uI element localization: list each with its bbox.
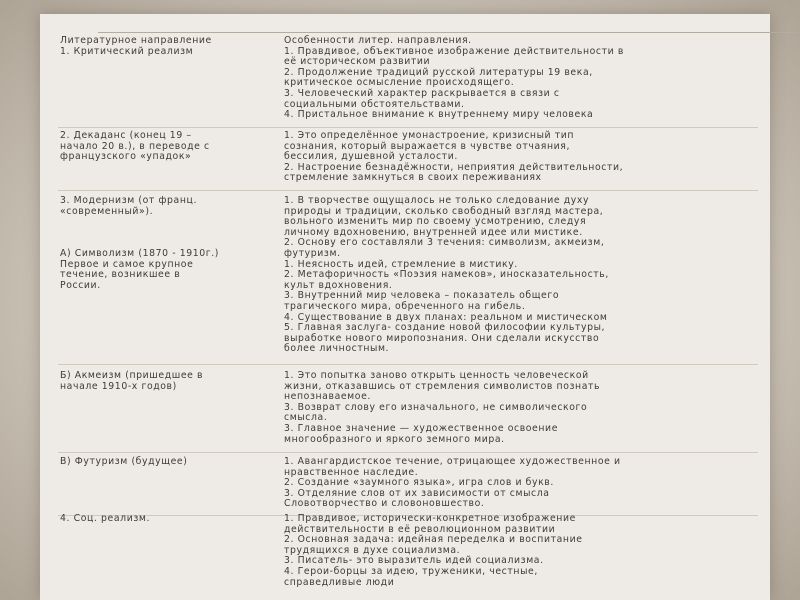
detail-line: социальными обстоятельствами. [284, 98, 465, 110]
genre-label [60, 217, 275, 228]
detail-line: 2. Продолжение традиций русской литературы 19 века, [284, 66, 593, 78]
detail-line: 4. Существование в двух планах: реальном и мистическом [284, 311, 608, 323]
row-detail-cell [284, 131, 744, 184]
detail-line: более личностным. [284, 343, 390, 355]
row-divider [58, 452, 758, 453]
detail-line: природы и традиции, сколько свободный взгляд мастера, [284, 205, 604, 217]
detail-line: 3. Главное значение — художественное освоение [284, 422, 559, 434]
detail-line: 1. Неясность идей, стремление в мистику. [284, 258, 518, 270]
genre-label: Первое и самое крупное [60, 258, 194, 270]
detail-line: 4. Герои-борцы за идею, труженики, честные, [284, 565, 538, 577]
row-detail-cell [284, 457, 744, 510]
detail-line: стремление замкнуться в своих переживаниях [284, 172, 542, 184]
detail-line: выработке нового миропознания. Они сделали искусство [284, 332, 600, 344]
genre-label: В) Футуризм (будущее) [60, 456, 188, 467]
detail-line: действительности в её революционном развитии [284, 523, 556, 535]
detail-line: критическое осмысление происходящего. [284, 77, 515, 89]
detail-line: 2. Настроение безнадёжности, неприятия действительности, [284, 161, 624, 173]
genre-label: начале 1910-х годов) [60, 380, 177, 392]
genre-label: А) Символизм (1870 - 1910г.) [60, 247, 220, 259]
genre-label: 3. Модернизм (от франц. [60, 195, 198, 206]
detail-line: её историческом развитии [284, 56, 431, 68]
detail-line: футуризм. [284, 247, 341, 259]
detail-line: 5. Главная заслуга- создание новой философии культуры, [284, 322, 606, 334]
detail-line: 1. В творчестве ощущалось не только следование духу [284, 195, 590, 206]
genre-label: 2. Декаданс (конец 19 – [60, 130, 192, 141]
row-header-cell [60, 514, 275, 525]
detail-line: 3. Отделяние слов от их зависимости от смысла [284, 487, 550, 499]
detail-line: вольного изменить мир по своему усмотрению, следуя [284, 216, 587, 228]
slide [40, 14, 770, 600]
detail-line: 1. Правдивое, объективное изображение действительности в [284, 45, 624, 57]
detail-line: сознания, который выражается в чувстве отчаяния, [284, 140, 571, 152]
genre-label: течение, возникшее в [60, 269, 181, 281]
detail-line: личному вдохновению, внутренней идее или мистике. [284, 226, 583, 238]
genre-label: начало 20 в.), в переводе с [60, 140, 210, 152]
detail-line: 1. Это попытка заново открыть ценность человеческой [284, 370, 589, 381]
detail-line: трагического мира, обреченного на гибель. [284, 300, 526, 312]
detail-line: 2. Создание «зaумного языка», игра слов и букв. [284, 477, 554, 489]
row-divider [58, 190, 758, 191]
detail-line: 2. Метафоричность «Поэзия намеков», иносказательность, [284, 269, 609, 281]
row-header-cell [60, 371, 275, 392]
detail-line: смысла. [284, 412, 328, 424]
detail-line: культ вдохновения. [284, 279, 393, 291]
row-header-cell [60, 36, 275, 57]
detail-line: 1. Это определённое умонастроение, кризисный тип [284, 130, 575, 141]
row-divider [58, 364, 758, 365]
genre-label: 4. Соц. реализм. [60, 513, 151, 524]
detail-line: непознаваемое. [284, 391, 371, 403]
row-header-cell [60, 457, 275, 468]
genre-label: «современный»). [60, 205, 154, 217]
genre-label: России. [60, 279, 101, 291]
detail-line: 2. Основная задача: идейная переделка и воспитание [284, 534, 583, 546]
detail-line: 1. Правдивое, исторически-конкретное изображение [284, 513, 576, 524]
detail-line: 4. Пристальное внимание к внутреннему миру человека [284, 109, 594, 121]
row-detail-cell [284, 371, 744, 445]
row-detail-cell [284, 196, 744, 355]
genre-label [60, 228, 275, 239]
detail-line: трудящихся в духе социализма. [284, 544, 461, 556]
detail-line: 1. Авангардистское течение, отрицающее художественное и [284, 456, 621, 467]
detail-line: жизни, отказавшись от стремления символистов познать [284, 380, 601, 392]
detail-line: 3. Писатель- это выразитель идей социализма. [284, 555, 544, 567]
detail-line: Словотворчество и словоновшество. [284, 498, 485, 510]
row-divider [58, 127, 758, 128]
row-detail-cell [284, 36, 744, 121]
row-header-cell [60, 196, 275, 291]
detail-line: 3. Человеческий характер раскрывается в связи с [284, 87, 560, 99]
genre-label: 1. Критический реализм [60, 45, 194, 57]
detail-line: бессилия, душевной усталости. [284, 151, 458, 163]
column-heading-left: Литературное направление [60, 35, 212, 46]
detail-line: 2. Основу его составляли 3 течения: символизм, акмеизм, [284, 237, 605, 249]
detail-line: многообразного и яркого земного мира. [284, 433, 505, 445]
column-heading-right: Особенности литер. направления. [284, 35, 472, 46]
detail-line: нравственное наследие. [284, 466, 419, 478]
detail-line: 3. Внутренний мир человека – показатель общего [284, 290, 560, 302]
row-header-cell [60, 131, 275, 163]
genre-label: Б) Акмеизм (пришедшее в [60, 370, 204, 381]
row-detail-cell [284, 514, 744, 588]
genre-label: французского «упадок» [60, 151, 192, 163]
detail-line: 3. Возврат слову его изначального, не символического [284, 401, 588, 413]
header-rule [98, 32, 798, 33]
detail-line: справедливые люди [284, 576, 395, 588]
